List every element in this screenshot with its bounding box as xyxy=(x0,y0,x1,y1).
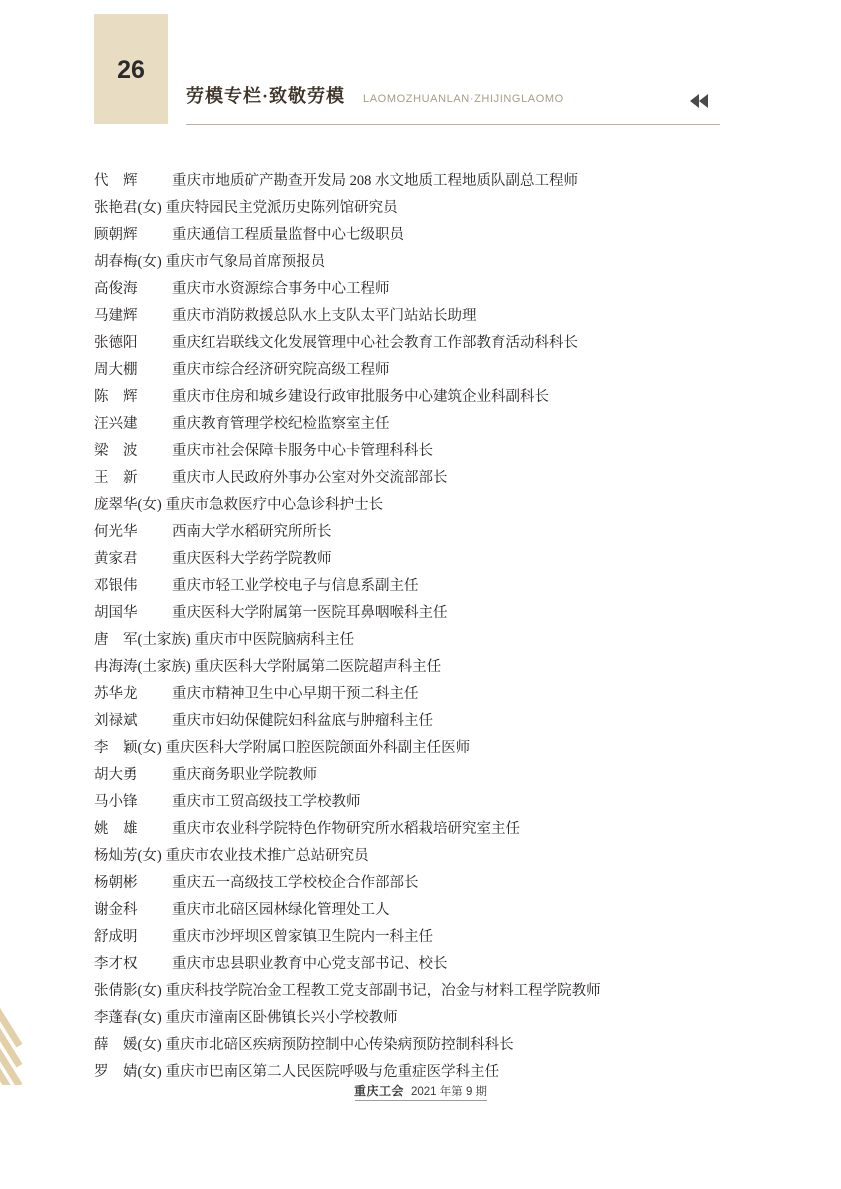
honoree-list xyxy=(94,168,734,1086)
honoree-position: 重庆市潼南区卧佛镇长兴小学校教师 xyxy=(165,1010,398,1026)
honoree-position: 重庆市北碚区疾病预防控制中心传染病预防控制科科长 xyxy=(165,1037,514,1053)
stripe xyxy=(0,917,22,1048)
honoree-position: 重庆医科大学附属第二医院超声科主任 xyxy=(194,659,442,675)
honoree-position: 重庆市沙坪坝区曾家镇卫生院内一科主任 xyxy=(172,929,433,945)
page-footer xyxy=(0,1082,841,1100)
honoree-position: 重庆市精神卫生中心早期干预二科主任 xyxy=(172,686,419,702)
page-header xyxy=(94,14,720,124)
list-item xyxy=(94,357,734,384)
double-left-arrow-icon xyxy=(690,94,708,108)
footer-divider xyxy=(355,1100,487,1101)
list-item xyxy=(94,951,734,978)
list-item xyxy=(94,600,734,627)
list-item xyxy=(94,870,734,897)
honoree-name: 李蓬春(女) xyxy=(94,1010,162,1026)
list-item xyxy=(94,384,734,411)
honoree-position: 重庆市人民政府外事办公室对外交流部部长 xyxy=(172,470,448,486)
list-item xyxy=(94,924,734,951)
honoree-name: 姚 雄 xyxy=(94,821,138,837)
honoree-name: 邓银伟 xyxy=(94,578,138,594)
honoree-position: 西南大学水稻研究所所长 xyxy=(172,524,332,540)
honoree-name: 顾朝辉 xyxy=(94,227,138,243)
honoree-position: 重庆市水资源综合事务中心工程师 xyxy=(172,281,390,297)
publication-issue: 2021 年第 9 期 xyxy=(410,1085,488,1098)
list-item xyxy=(94,303,734,330)
page-number: 26 xyxy=(117,55,145,84)
list-item xyxy=(94,465,734,492)
honoree-position: 重庆市妇幼保健院妇科盆底与肿瘤科主任 xyxy=(172,713,433,729)
list-item xyxy=(94,330,734,357)
honoree-position: 重庆医科大学药学院教师 xyxy=(172,551,332,567)
list-item xyxy=(94,1005,734,1032)
decorative-stripes xyxy=(0,909,44,1085)
honoree-name: 胡国华 xyxy=(94,605,138,621)
honoree-name: 舒成明 xyxy=(94,929,138,945)
honoree-name: 杨朝彬 xyxy=(94,875,138,891)
honoree-position: 重庆市巴南区第二人民医院呼吸与危重症医学科主任 xyxy=(165,1064,500,1080)
honoree-position: 重庆市消防救援总队水上支队太平门站站长助理 xyxy=(172,308,477,324)
honoree-name: 罗 婧(女) xyxy=(94,1064,162,1080)
honoree-name: 胡春梅(女) xyxy=(94,254,162,270)
honoree-name: 马建辉 xyxy=(94,308,138,324)
honoree-position: 重庆市综合经济研究院高级工程师 xyxy=(172,362,390,378)
list-item xyxy=(94,195,734,222)
list-item xyxy=(94,735,734,762)
column-title-pinyin: LAOMOZHUANLAN·ZHIJINGLAOMO xyxy=(363,93,564,105)
column-heading xyxy=(186,82,564,108)
honoree-name: 刘禄斌 xyxy=(94,713,138,729)
honoree-name: 汪兴建 xyxy=(94,416,138,432)
list-item xyxy=(94,816,734,843)
list-item xyxy=(94,708,734,735)
honoree-name: 张艳君(女) xyxy=(94,200,162,216)
honoree-position: 重庆商务职业学院教师 xyxy=(172,767,317,783)
honoree-name: 黄家君 xyxy=(94,551,138,567)
list-item xyxy=(94,681,734,708)
list-item xyxy=(94,654,734,681)
honoree-name: 高俊海 xyxy=(94,281,138,297)
honoree-position: 重庆特园民主党派历史陈列馆研究员 xyxy=(165,200,398,216)
honoree-name: 谢金科 xyxy=(94,902,138,918)
honoree-position: 重庆市农业科学院特色作物研究所水稻栽培研究室主任 xyxy=(172,821,520,837)
honoree-name: 何光华 xyxy=(94,524,138,540)
honoree-position: 重庆市工贸高级技工学校教师 xyxy=(172,794,361,810)
list-item xyxy=(94,897,734,924)
publication-name: 重庆工会 xyxy=(353,1084,404,1098)
list-item xyxy=(94,411,734,438)
page-number-block xyxy=(94,14,168,124)
list-item xyxy=(94,438,734,465)
honoree-name: 王 新 xyxy=(94,470,138,486)
honoree-position: 重庆市中医院脑病科主任 xyxy=(194,632,355,648)
honoree-name: 李才权 xyxy=(94,956,138,972)
honoree-name: 代 辉 xyxy=(94,173,138,189)
honoree-name: 马小锋 xyxy=(94,794,138,810)
honoree-position: 重庆市社会保障卡服务中心卡管理科科长 xyxy=(172,443,433,459)
honoree-position: 重庆市农业技术推广总站研究员 xyxy=(165,848,369,864)
honoree-position: 重庆市地质矿产勘查开发局 208 水文地质工程地质队副总工程师 xyxy=(172,173,578,189)
list-item xyxy=(94,573,734,600)
list-item xyxy=(94,789,734,816)
honoree-name: 冉海涛(土家族) xyxy=(94,659,191,675)
list-item xyxy=(94,519,734,546)
list-item xyxy=(94,627,734,654)
stripe xyxy=(0,937,22,1068)
honoree-name: 庞翠华(女) xyxy=(94,497,162,513)
list-item xyxy=(94,222,734,249)
header-divider xyxy=(186,124,720,125)
list-item xyxy=(94,249,734,276)
honoree-position: 重庆科技学院冶金工程教工党支部副书记，冶金与材料工程学院教师 xyxy=(165,983,601,999)
honoree-name: 杨灿芳(女) xyxy=(94,848,162,864)
honoree-name: 李 颖(女) xyxy=(94,740,162,756)
list-item xyxy=(94,762,734,789)
honoree-name: 张倩影(女) xyxy=(94,983,162,999)
honoree-name: 张德阳 xyxy=(94,335,138,351)
honoree-name: 苏华龙 xyxy=(94,686,138,702)
honoree-position: 重庆红岩联线文化发展管理中心社会教育工作部教育活动科科长 xyxy=(172,335,578,351)
list-item xyxy=(94,1032,734,1059)
list-item xyxy=(94,276,734,303)
column-title: 劳模专栏·致敬劳模 xyxy=(186,86,346,106)
honoree-position: 重庆医科大学附属口腔医院颌面外科副主任医师 xyxy=(165,740,471,756)
honoree-name: 唐 军(土家族) xyxy=(94,632,191,648)
list-item xyxy=(94,492,734,519)
honoree-position: 重庆市住房和城乡建设行政审批服务中心建筑企业科副科长 xyxy=(172,389,549,405)
honoree-position: 重庆市轻工业学校电子与信息系副主任 xyxy=(172,578,419,594)
honoree-position: 重庆市忠县职业教育中心党支部书记、校长 xyxy=(172,956,448,972)
honoree-position: 重庆通信工程质量监督中心七级职员 xyxy=(172,227,404,243)
honoree-name: 陈 辉 xyxy=(94,389,138,405)
honoree-name: 周大棚 xyxy=(94,362,138,378)
honoree-name: 薛 媛(女) xyxy=(94,1037,162,1053)
list-item xyxy=(94,843,734,870)
list-item xyxy=(94,168,734,195)
honoree-position: 重庆五一高级技工学校校企合作部部长 xyxy=(172,875,419,891)
honoree-position: 重庆市气象局首席预报员 xyxy=(165,254,326,270)
list-item xyxy=(94,546,734,573)
honoree-position: 重庆医科大学附属第一医院耳鼻咽喉科主任 xyxy=(172,605,448,621)
honoree-position: 重庆市北碚区园林绿化管理处工人 xyxy=(172,902,390,918)
honoree-name: 梁 波 xyxy=(94,443,138,459)
honoree-position: 重庆市急救医疗中心急诊科护士长 xyxy=(165,497,384,513)
honoree-name: 胡大勇 xyxy=(94,767,138,783)
honoree-position: 重庆教育管理学校纪检监察室主任 xyxy=(172,416,390,432)
list-item xyxy=(94,978,734,1005)
